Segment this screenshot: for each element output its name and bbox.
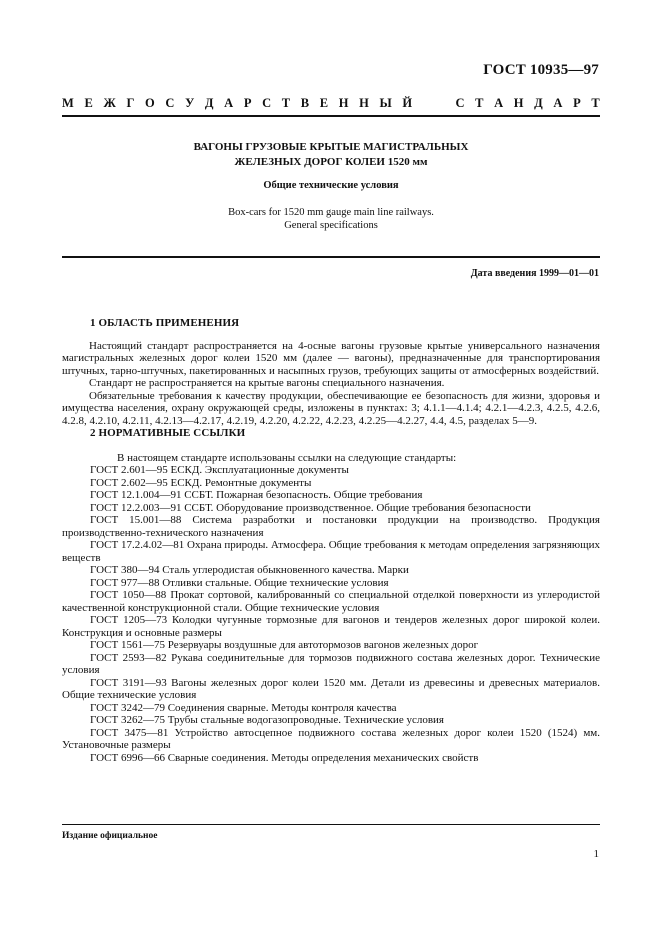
reference-item: ГОСТ 17.2.4.02—81 Охрана природы. Атмосфера. Общие требования к методам определения загрязняющих веществ — [62, 539, 600, 564]
references-intro: В настоящем стандарте использованы ссылки на следующие стандарты: — [117, 451, 457, 464]
footer-divider — [62, 824, 600, 825]
standard-code: ГОСТ 10935—97 — [483, 62, 599, 78]
banner-letter: У — [185, 96, 195, 110]
edition-note: Издание официальное — [62, 831, 158, 841]
reference-item: ГОСТ 12.2.003—91 ССБТ. Оборудование производственное. Общие требования безопасности — [90, 501, 531, 514]
banner-letter: А — [224, 96, 234, 110]
banner-letter: Т — [591, 96, 600, 110]
introduction-date: Дата введения 1999—01—01 — [470, 268, 599, 279]
reference-item: ГОСТ 380—94 Сталь углеродистая обыкновенного качества. Марки — [90, 564, 409, 576]
banner-letter: Д — [534, 96, 543, 110]
english-title-line-2: General specifications — [284, 220, 378, 231]
banner-letter: А — [494, 96, 504, 110]
document-subtitle: Общие технические условия — [263, 180, 399, 191]
reference-item: ГОСТ 3262—75 Трубы стальные водогазопроводные. Технические условия — [90, 714, 444, 726]
banner-letter: В — [300, 96, 310, 110]
reference-item: ГОСТ 3191—93 Вагоны железных дорог колеи 1520 мм. Детали из древесины и древесных материалов. Общие технические условия — [62, 676, 600, 701]
reference-item: ГОСТ 1050—88 Прокат сортовой, калиброванный со специальной отделкой поверхности из углеродистой качественной конструкционной стали. Общие технические условия — [62, 589, 600, 614]
reference-item: ГОСТ 1561—75 Резервуары воздушные для автотормозов вагонов железных дорог — [90, 639, 479, 651]
english-title-line-1: Box-cars for 1520 mm gauge main line railways. — [228, 207, 434, 218]
banner-letter: Е — [84, 96, 93, 110]
banner-letter: Г — [126, 96, 135, 110]
reference-item: ГОСТ 977—88 Отливки стальные. Общие технические условия — [90, 576, 389, 589]
banner-word-gap — [423, 96, 445, 111]
banner-letter: Й — [402, 96, 413, 110]
section-1-paragraph: Обязательные требования к качеству продукции, обеспечивающие ее безопасность для жизни, здоровья и имущества населения, охрану окружающей среды, изложены в пунктах: 3; 4.1.1—4.1.4; 4.2.1—4.2.3, 4.2.5, 4.2.6, 4.2.8, 4.2.10, 4.2.11, 4.2.13—4.2.17, 4.2.19, 4.2.20, 4.2.22, 4.2.23, 4.2.25—4.2.27, 4.4, 4.5, разделах 5—9. — [62, 389, 600, 427]
reference-item: ГОСТ 2593—82 Рукава соединительные для тормозов подвижного состава железных дорог. Технические условия — [62, 651, 600, 676]
banner-letter: Р — [573, 96, 581, 110]
section-1-paragraph: Настоящий стандарт распространяется на 4-осные вагоны грузовые крытые универсального назначения магистральных железных дорог колеи 1520 мм (далее — вагоны), предназначенные для транспортирования штучных, тарно-штучных, пакетированных и насыпных грузов, требующих защиты от атмосферных воздействий. — [62, 339, 600, 377]
banner-letter: С — [165, 96, 175, 110]
section-1-heading: 1 ОБЛАСТЬ ПРИМЕНЕНИЯ — [90, 317, 240, 329]
reference-item: ГОСТ 3242—79 Соединения сварные. Методы контроля качества — [90, 701, 397, 714]
document-body — [62, 317, 600, 764]
header-divider — [62, 115, 600, 117]
banner-letter: А — [553, 96, 563, 110]
banner-letter: Т — [281, 96, 291, 110]
section-2-heading: 2 НОРМАТИВНЫЕ ССЫЛКИ — [90, 427, 246, 439]
banner-letter: М — [62, 96, 74, 110]
references-list — [62, 464, 600, 764]
banner-letter: С — [262, 96, 272, 110]
banner-letter: Р — [243, 96, 252, 110]
interstate-standard-banner — [62, 96, 600, 111]
section-1-paragraph: Стандарт не распространяется на крытые вагоны специального назначения. — [89, 377, 445, 389]
banner-letter: Ы — [379, 96, 392, 110]
banner-letter: Т — [475, 96, 484, 110]
banner-letter: Н — [338, 96, 349, 110]
title-line-1: ВАГОНЫ ГРУЗОВЫЕ КРЫТЫЕ МАГИСТРАЛЬНЫХ — [193, 141, 469, 153]
reference-item: ГОСТ 1205—73 Колодки чугунные тормозные для вагонов и тендеров железных дорог широкой колеи. Конструкция и основные размеры — [62, 614, 600, 639]
reference-item: ГОСТ 12.1.004—91 ССБТ. Пожарная безопасность. Общие требования — [90, 489, 423, 501]
banner-letter: Д — [204, 96, 214, 110]
title-line-2: ЖЕЛЕЗНЫХ ДОРОГ КОЛЕИ 1520 мм — [234, 156, 428, 168]
banner-letter: О — [145, 96, 155, 110]
banner-letter: Ж — [103, 96, 116, 110]
banner-letter: Н — [359, 96, 369, 110]
reference-item: ГОСТ 2.601—95 ЕСКД. Эксплуатационные документы — [90, 464, 349, 476]
reference-item: ГОСТ 2.602—95 ЕСКД. Ремонтные документы — [90, 476, 312, 489]
reference-item: ГОСТ 3475—81 Устройство автосцепное подвижного состава железных дорог колеи 1520 (1524) мм. Установочные размеры — [62, 726, 600, 751]
banner-letter: Н — [513, 96, 524, 110]
section-1-body — [62, 339, 600, 428]
english-title — [62, 206, 600, 232]
page-number: 1 — [593, 848, 599, 860]
title-divider — [62, 256, 600, 258]
document-title — [62, 140, 600, 170]
reference-item: ГОСТ 6996—66 Сварные соединения. Методы определения механических свойств — [90, 751, 479, 764]
reference-item: ГОСТ 15.001—88 Система разработки и постановки продукции на производство. Продукция производственно-технического назначения — [62, 514, 600, 539]
banner-letter: Е — [319, 96, 329, 110]
banner-letter: С — [455, 96, 465, 110]
